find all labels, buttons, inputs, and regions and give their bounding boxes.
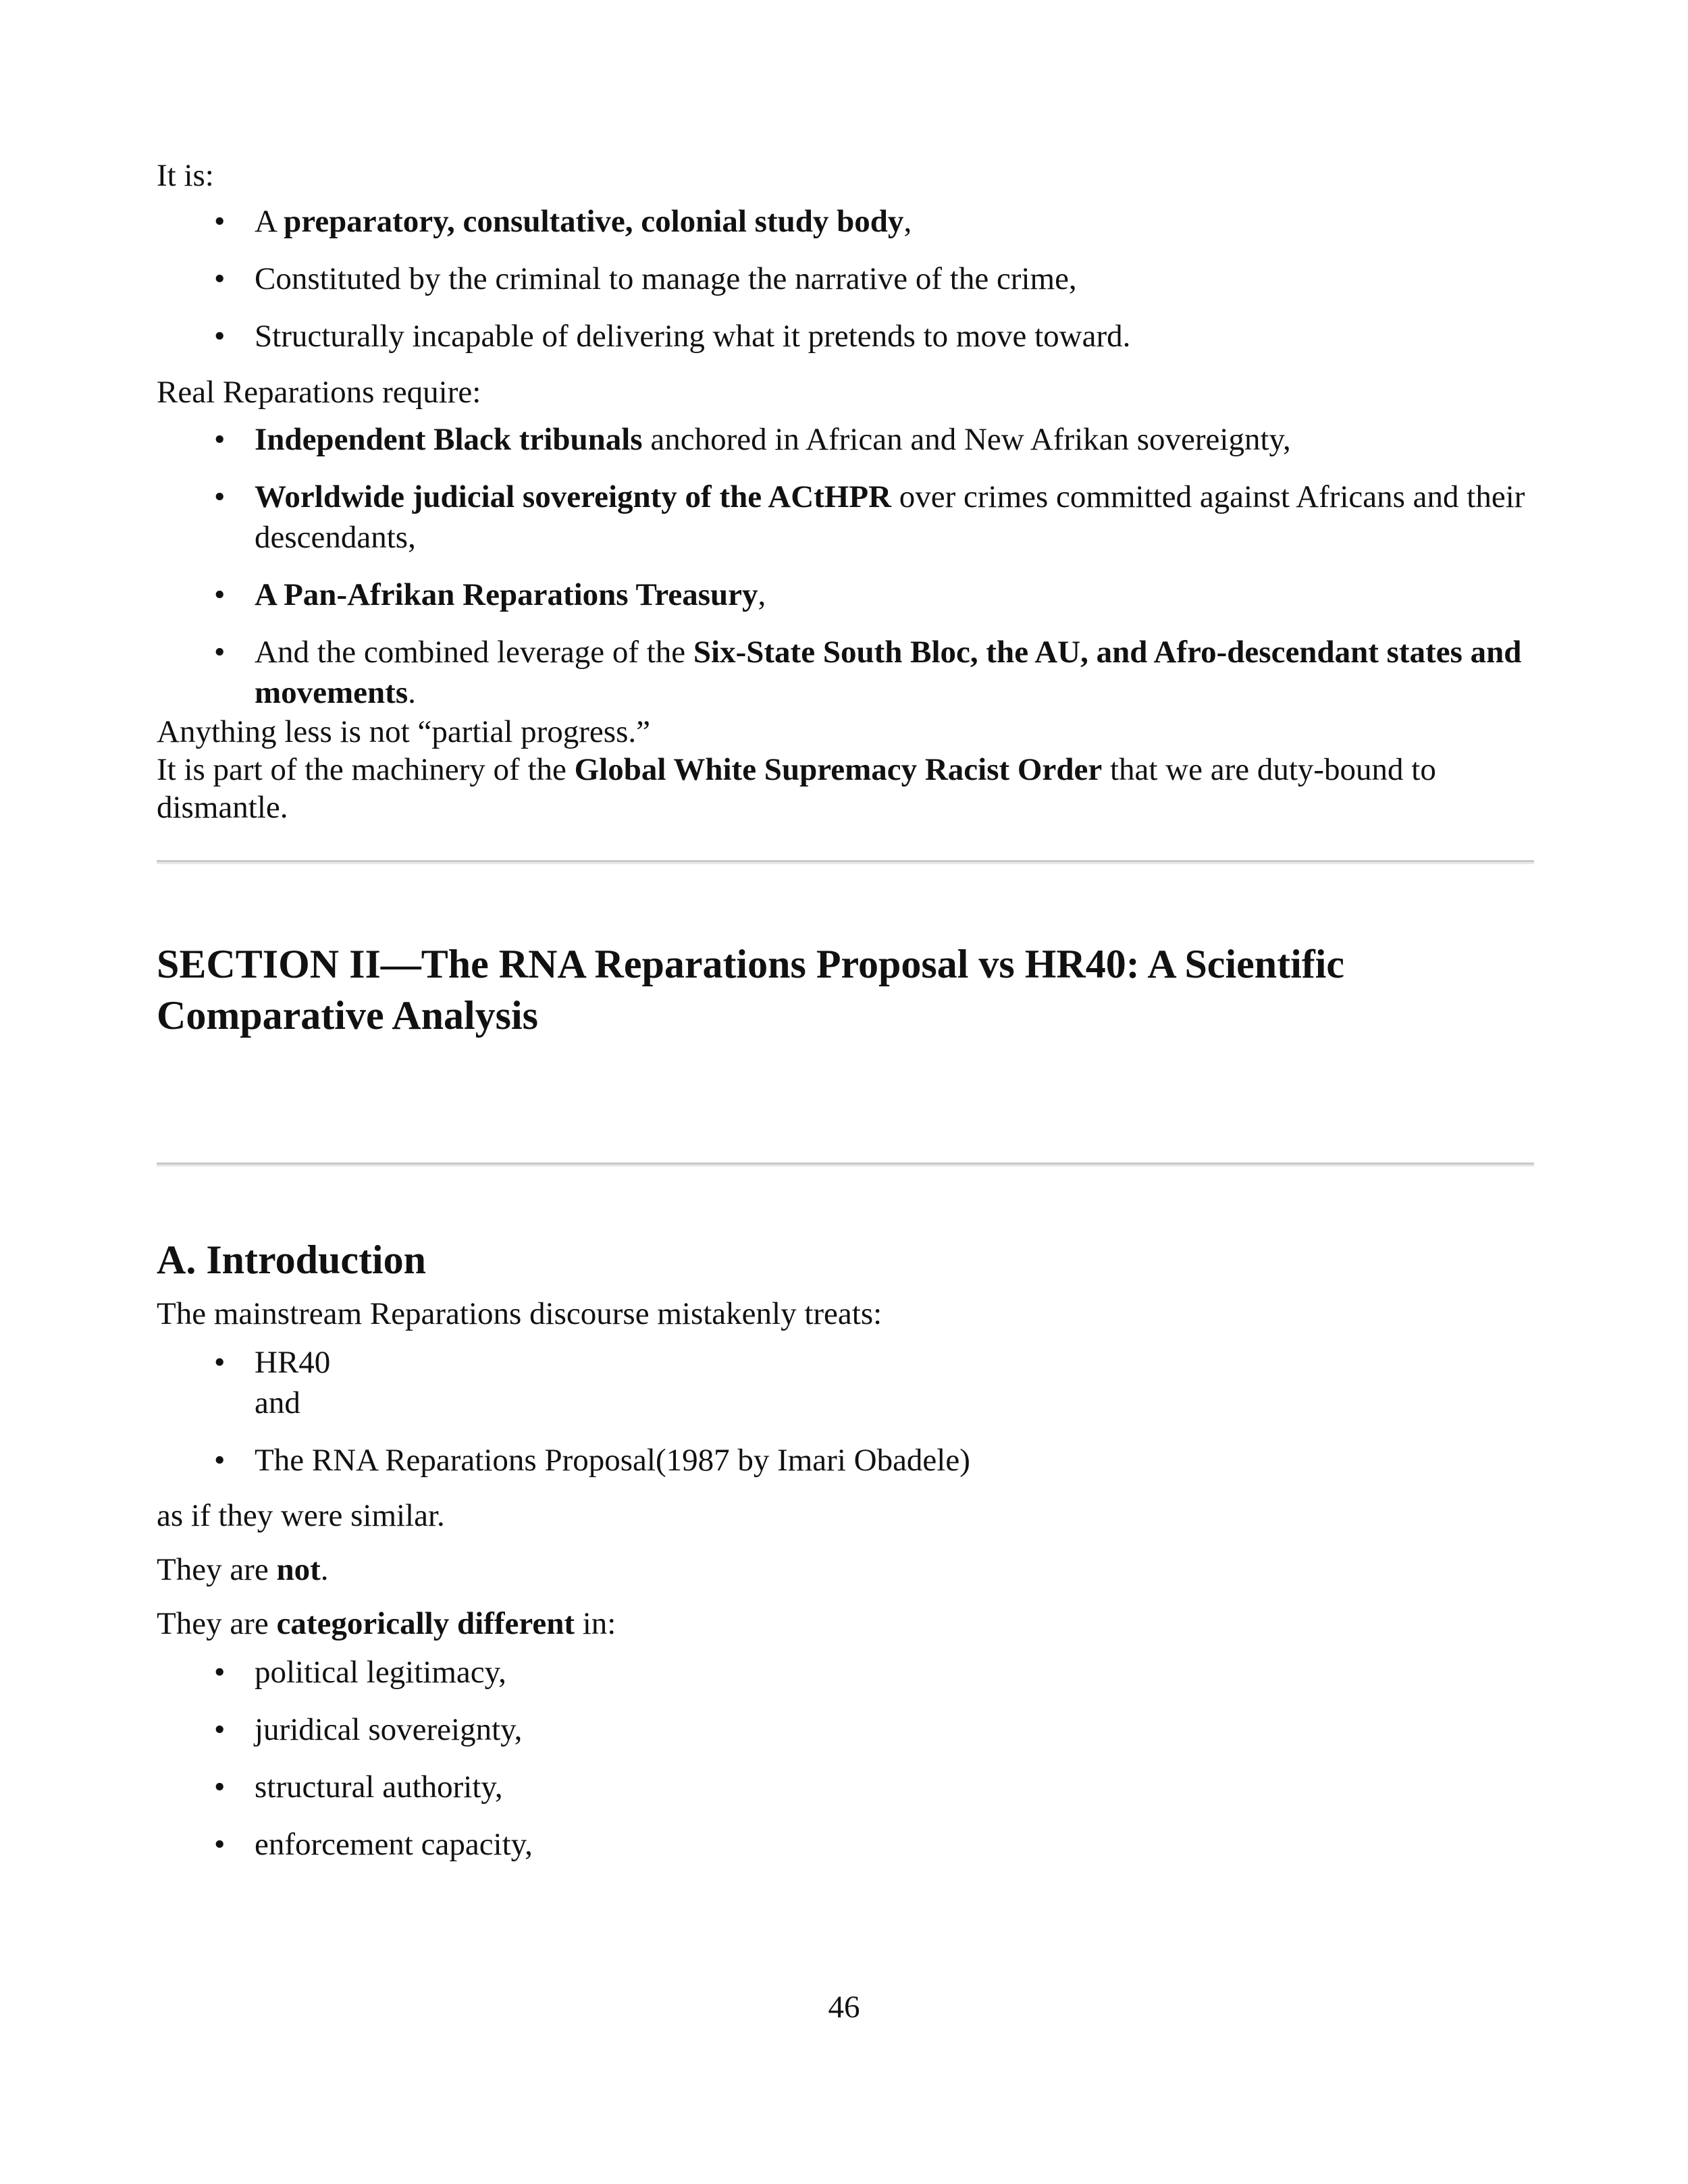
- list-item: • enforcement capacity,: [157, 1824, 1534, 1865]
- horizontal-rule: [157, 860, 1534, 864]
- closing-line-2: It is part of the machinery of the Global White Supremacy Racist Order that we are duty-bound to dismantle.: [157, 752, 1436, 825]
- introduction-heading: A. Introduction: [157, 1237, 426, 1282]
- horizontal-rule: [157, 1163, 1534, 1167]
- different-line: They are categorically different in:: [157, 1606, 616, 1641]
- document-page: [157, 157, 1534, 1865]
- study-body-list: [157, 201, 1534, 356]
- page-number: 46: [828, 1990, 860, 2025]
- list-item: • Independent Black tribunals anchored in African and New Afrikan sovereignty,: [157, 419, 1534, 460]
- differences-list: [157, 1652, 1534, 1865]
- requirements-lead: Real Reparations require:: [157, 375, 481, 410]
- list-item: • juridical sovereignty,: [157, 1709, 1534, 1750]
- list-item: • Constituted by the criminal to manage the narrative of the crime,: [157, 259, 1534, 299]
- introduction-lead: The mainstream Reparations discourse mistakenly treats:: [157, 1296, 882, 1331]
- list-item: • A Pan-Afrikan Reparations Treasury,: [157, 575, 1534, 615]
- list-item: • structural authority,: [157, 1767, 1534, 1807]
- list-item: • political legitimacy,: [157, 1652, 1534, 1693]
- treated-as-similar-list: [157, 1342, 1534, 1481]
- similar-line: as if they were similar.: [157, 1498, 445, 1533]
- list-item: • HR40 and: [157, 1342, 1534, 1423]
- list-item: • A preparatory, consultative, colonial study body,: [157, 201, 1534, 242]
- section-heading: SECTION II—The RNA Reparations Proposal vs HR40: A Scientific Comparative Analysis: [157, 942, 1345, 1038]
- list-item: • Structurally incapable of delivering what it pretends to move toward.: [157, 316, 1534, 356]
- list-item: • Worldwide judicial sovereignty of the ACtHPR over crimes committed against Africans and their descendants,: [157, 477, 1534, 558]
- requirements-list: [157, 419, 1534, 713]
- intro-line: It is:: [157, 158, 214, 193]
- list-item: • The RNA Reparations Proposal(1987 by Imari Obadele): [157, 1440, 1534, 1481]
- closing-line-1: Anything less is not “partial progress.”: [157, 714, 650, 749]
- list-item: • And the combined leverage of the Six-State South Bloc, the AU, and Afro-descendant states and movements.: [157, 632, 1534, 713]
- not-line: They are not.: [157, 1552, 329, 1587]
